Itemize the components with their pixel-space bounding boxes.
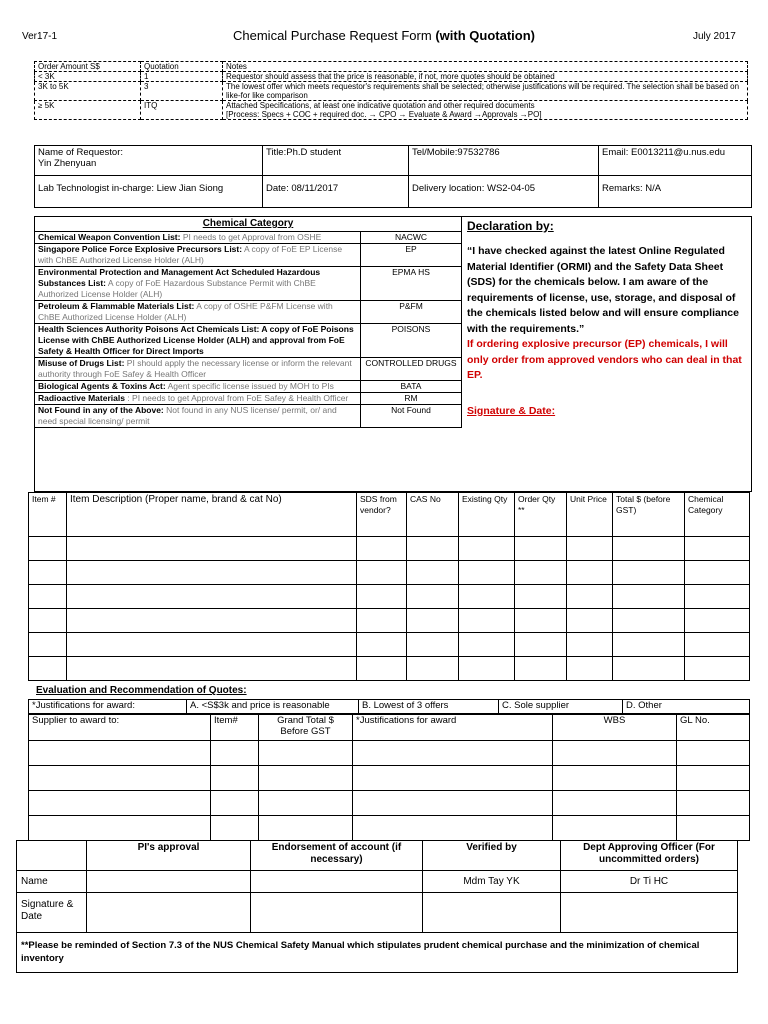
declaration-text: “I have checked against the latest Online Regulated Material Identifier (ORMI) and the Safety Data Sheet (SDS) for the chemicals below. I am aware of the requirements of license, use, storage, and disposal of the chemicals listed below and will ensure compliance with the requirements.” xyxy=(467,245,739,335)
col-cas: CAS No xyxy=(407,493,459,537)
col-gl-no: GL No. xyxy=(677,715,750,741)
chemical-category-heading: Chemical Category xyxy=(35,217,462,232)
declaration-signature[interactable]: Signature & Date: xyxy=(467,404,556,417)
notes-line-1: Attached Specifications, at least one indicative quotation and other required documents xyxy=(226,101,535,110)
option-d[interactable]: D. Other xyxy=(623,700,750,714)
table-row[interactable] xyxy=(29,561,750,585)
option-c[interactable]: C. Sole supplier xyxy=(499,700,623,714)
requestor-name-cell[interactable] xyxy=(35,146,263,176)
signature-label: Signature & Date xyxy=(17,893,87,933)
col-sds: SDS from vendor? xyxy=(357,493,407,537)
verified-name: Mdm Tay YK xyxy=(423,871,561,893)
category-code: BATA xyxy=(361,381,462,393)
table-row[interactable] xyxy=(29,791,750,816)
amount-cell: < 3K xyxy=(35,72,141,82)
header-verified-by: Verified by xyxy=(423,841,561,871)
requestor-name: Yin Zhenyuan xyxy=(38,158,97,169)
category-row: Chemical Weapon Convention List: PI needs to get Approval from OSHE NACWC xyxy=(35,232,462,244)
page-title xyxy=(233,28,535,43)
quote-table xyxy=(34,61,748,120)
title-suffix: (with Quotation) xyxy=(435,28,535,43)
category-code: POISONS xyxy=(361,324,462,358)
option-b[interactable]: B. Lowest of 3 offers xyxy=(359,700,499,714)
table-row[interactable] xyxy=(29,609,750,633)
award-table xyxy=(28,714,750,841)
category-code: Not Found xyxy=(361,405,462,428)
requestor-title[interactable]: Title:Ph.D student xyxy=(263,146,409,176)
col-existing-qty: Existing Qty xyxy=(459,493,515,537)
header-notes: Notes xyxy=(223,62,748,72)
header-endorsement: Endorsement of account (if necessary) xyxy=(251,841,423,871)
col-supplier: Supplier to award to: xyxy=(29,715,211,741)
table-row[interactable] xyxy=(29,766,750,791)
table-row[interactable] xyxy=(29,585,750,609)
delivery-location[interactable]: Delivery location: WS2-04-05 xyxy=(409,176,599,208)
col-justification: *Justifications for award xyxy=(353,715,553,741)
header-pi-approval: PI's approval xyxy=(87,841,251,871)
category-code: P&FM xyxy=(361,301,462,324)
approval-sign-row xyxy=(17,893,738,933)
col-wbs: WBS xyxy=(553,715,677,741)
approval-name-row xyxy=(17,871,738,893)
quotation-cell: ITQ xyxy=(141,101,223,120)
verified-signature-field[interactable] xyxy=(423,893,561,933)
version-label: Ver17-1 xyxy=(22,31,58,42)
category-row: Biological Agents & Toxins Act: Agent specific license issued by MOH to PIs BATA xyxy=(35,381,462,393)
quotation-cell: 3 xyxy=(141,82,223,101)
declaration-ep-note: If ordering explosive precursor (EP) chemicals, I will only order from approved vendors who can deal in that EP. xyxy=(467,338,742,381)
quotation-cell: 1 xyxy=(141,72,223,82)
award-header-row xyxy=(29,715,750,741)
table-row[interactable] xyxy=(29,657,750,681)
evaluation-options xyxy=(28,699,750,714)
amount-cell: ≥ 5K xyxy=(35,101,141,120)
notes-cell: Requestor should assess that the price is reasonable, if not, more quotes should be obtained xyxy=(223,72,748,82)
endorsement-signature-field[interactable] xyxy=(251,893,423,933)
quote-row xyxy=(35,72,748,82)
category-row: Radioactive Materials : PI needs to get Approval from FoE Safey & Health Officer RM xyxy=(35,393,462,405)
requestor-table xyxy=(34,145,752,208)
table-row[interactable] xyxy=(29,816,750,841)
name-label: Name xyxy=(17,871,87,893)
requestor-name-label: Name of Requestor: xyxy=(38,147,124,158)
quote-header-row xyxy=(35,62,748,72)
requestor-email[interactable]: Email: E0013211@u.nus.edu xyxy=(599,146,752,176)
header-amount: Order Amount S$ xyxy=(35,62,141,72)
header-approving-officer: Dept Approving Officer (For uncommitted orders) xyxy=(561,841,738,871)
officer-name: Dr Ti HC xyxy=(561,871,738,893)
declaration-heading: Declaration by: xyxy=(467,219,554,233)
remarks[interactable]: Remarks: N/A xyxy=(599,176,752,208)
notes-cell xyxy=(223,101,748,120)
category-code: CONTROLLED DRUGS xyxy=(361,358,462,381)
col-item-no: Item# xyxy=(211,715,259,741)
quote-row xyxy=(35,82,748,101)
justifications-label: *Justifications for award: xyxy=(29,700,187,714)
safety-manual-note: **Please be reminded of Section 7.3 of the NUS Chemical Safety Manual which stipulates prudent chemical purchase and the minimization of chemical inventory xyxy=(17,933,738,973)
category-row: Environmental Protection and Management Act Scheduled Hazardous Substances List: A copy of FoE Hazardous Substance Permit with ChBE Authorized License Holder (ALH) EPMA HS xyxy=(35,267,462,301)
table-row[interactable] xyxy=(29,633,750,657)
officer-signature-field[interactable] xyxy=(561,893,738,933)
category-row: Not Found in any of the Above: Not found in any NUS license/ permit, or/ and need special licensing/ permit Not Found xyxy=(35,405,462,428)
header-quotation: Quotation xyxy=(141,62,223,72)
items-table xyxy=(28,492,750,681)
table-row[interactable] xyxy=(29,537,750,561)
table-row[interactable] xyxy=(29,741,750,766)
approval-table xyxy=(16,840,738,973)
col-description: Item Description (Proper name, brand & cat No) xyxy=(67,493,357,537)
notes-line-2: [Process: Specs + COC + required doc. → CPO → Evaluate & Award →Approvals →PO] xyxy=(226,110,542,119)
quote-row xyxy=(35,101,748,120)
category-row: Misuse of Drugs List: PI should apply the necessary license or inform the relevant authority through FoE Safey & Health Officer CONTROLLED DRUGS xyxy=(35,358,462,381)
col-category: Chemical Category xyxy=(685,493,750,537)
col-order-qty: Order Qty ** xyxy=(515,493,567,537)
requestor-tel[interactable]: Tel/Mobile:97532786 xyxy=(409,146,599,176)
col-unit-price: Unit Price xyxy=(567,493,613,537)
option-a[interactable]: A. <S$3k and price is reasonable xyxy=(187,700,359,714)
declaration-panel xyxy=(467,218,747,419)
items-header-row xyxy=(29,493,750,537)
pi-name-field[interactable] xyxy=(87,871,251,893)
form-date: July 2017 xyxy=(693,31,736,42)
lab-technologist[interactable]: Lab Technologist in-charge: Liew Jian Siong xyxy=(35,176,263,208)
col-grand-total: Grand Total $ Before GST xyxy=(259,715,353,741)
category-code: EPMA HS xyxy=(361,267,462,301)
category-code: NACWC xyxy=(361,232,462,244)
evaluation-heading: Evaluation and Recommendation of Quotes: xyxy=(36,685,247,696)
col-item-no: Item # xyxy=(29,493,67,537)
category-row: Health Sciences Authority Poisons Act Chemicals List: A copy of FoE Poisons License with ChBE Authorized License Holder (ALH) and approval from FoE Safety & Health Officer for Direct Imports POISONS xyxy=(35,324,462,358)
title-main: Chemical Purchase Request Form xyxy=(233,28,432,43)
category-code: RM xyxy=(361,393,462,405)
category-row: Petroleum & Flammable Materials List: A copy of OSHE P&FM License with ChBE Authorized License Holder (ALH) P&FM xyxy=(35,301,462,324)
request-date[interactable]: Date: 08/11/2017 xyxy=(263,176,409,208)
pi-signature-field[interactable] xyxy=(87,893,251,933)
chemical-category-table xyxy=(34,216,462,428)
amount-cell: 3K to 5K xyxy=(35,82,141,101)
category-code: EP xyxy=(361,244,462,267)
endorsement-name-field[interactable] xyxy=(251,871,423,893)
notes-cell: The lowest offer which meets requestor's requirements shall be selected; otherwise justifications will be required. The selection shall be based on like-for like comparison xyxy=(223,82,748,101)
col-total: Total $ (before GST) xyxy=(613,493,685,537)
category-row: Singapore Police Force Explosive Precursors List: A copy of FoE EP License with ChBE Authorized License Holder (ALH) EP xyxy=(35,244,462,267)
